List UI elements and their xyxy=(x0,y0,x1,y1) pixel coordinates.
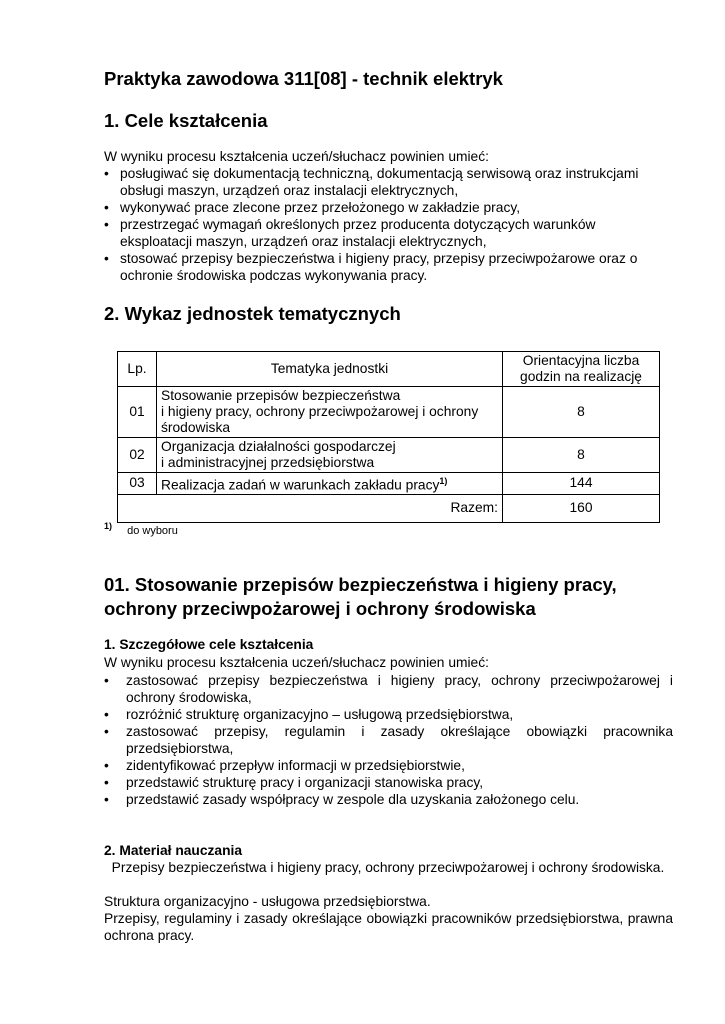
row-topic-line: Organizacja działalności gospodarczej xyxy=(161,439,396,454)
row-lp: 01 xyxy=(118,387,157,438)
unit-goals-heading: 1. Szczegółowe cele kształcenia xyxy=(104,637,314,652)
total-label: Razem: xyxy=(118,494,503,522)
footnote-reference: 1) xyxy=(439,476,448,486)
row-hours: 8 xyxy=(503,387,660,438)
list-item: • zidentyfikować przepływ informacji w przedsiębiorstwie, xyxy=(104,757,673,774)
row-topic-line: i higieny pracy, ochrony przeciwpożarowej i ochrony xyxy=(161,404,479,419)
total-value: 160 xyxy=(503,494,660,522)
list-item: • wykonywać prace zlecone przez przełożonego w zakładzie pracy, xyxy=(104,199,664,216)
unit-goals-list xyxy=(104,672,673,808)
table-total-row xyxy=(118,494,660,522)
table-row xyxy=(118,438,660,473)
list-item: • zastosować przepisy, regulamin i zasady określające obowiązki pracownika przedsiębiorstwa, xyxy=(104,723,673,757)
list-item: • stosować przepisy bezpieczeństwa i higieny pracy, przepisy przeciwpożarowe oraz o ochronie środowiska podczas wykonywania pracy. xyxy=(104,250,664,284)
table-header-row xyxy=(118,352,660,387)
row-topic-line: Stosowanie przepisów bezpieczeństwa xyxy=(161,388,401,403)
unit-material-heading: 2. Materiał nauczania xyxy=(104,843,243,858)
units-table xyxy=(117,351,660,523)
header-hours xyxy=(503,352,660,387)
list-item: • przestrzegać wymagań określonych przez producenta dotyczących warunków eksploatacji maszyn, urządzeń oraz instalacji elektrycznych, xyxy=(104,216,664,250)
table-footnote xyxy=(104,521,178,537)
row-hours: 8 xyxy=(503,438,660,473)
document-title: Praktyka zawodowa 311[08] - technik elektryk xyxy=(104,68,503,89)
list-item: • przedstawić zasady współpracy w zespole dla uzyskania założonego celu. xyxy=(104,791,673,808)
list-item: • zastosować przepisy bezpieczeństwa i higieny pracy, ochrony przeciwpożarowej i ochrony środowiska, xyxy=(104,672,673,706)
material-paragraph: Przepisy, regulaminy i zasady określające obowiązki pracowników przedsiębiorstwa, prawna ochrona pracy. xyxy=(104,911,673,943)
row-lp: 02 xyxy=(118,438,157,473)
header-lp: Lp. xyxy=(118,352,157,387)
row-topic xyxy=(157,473,503,495)
table-row xyxy=(118,473,660,495)
material-paragraph: Przepisy bezpieczeństwa i higieny pracy, ochrony przeciwpożarowej i ochrony środowiska. xyxy=(104,860,665,875)
row-topic-line: środowiska xyxy=(161,420,231,435)
unit-heading-line: ochrony przeciwpożarowej i ochrony środowiska xyxy=(104,598,536,619)
row-lp: 03 xyxy=(118,473,157,495)
unit-goals-intro: W wyniku procesu kształcenia uczeń/słuchacz powinien umieć: xyxy=(104,655,489,670)
footnote-text: do wyboru xyxy=(127,524,178,537)
list-item: • rozróżnić strukturę organizacyjno – usługową przedsiębiorstwa, xyxy=(104,706,673,723)
list-item: • posługiwać się dokumentacją techniczną, dokumentacją serwisową oraz instrukcjami obsługi maszyn, urządzeń oraz instalacji elektrycznych, xyxy=(104,165,664,199)
material-paragraph: Struktura organizacyjno - usługowa przedsiębiorstwa. xyxy=(104,894,431,909)
header-hours-line2: godzin na realizację xyxy=(520,369,642,384)
unit-heading-line: 01. Stosowanie przepisów bezpieczeństwa i higieny pracy, xyxy=(104,574,617,595)
goals-intro: W wyniku procesu kształcenia uczeń/słuchacz powinien umieć: xyxy=(104,149,489,164)
footnote-mark: 1) xyxy=(104,521,113,531)
list-item: • przedstawić strukturę pracy i organizacji stanowiska pracy, xyxy=(104,774,673,791)
unit-heading xyxy=(104,573,617,621)
row-hours: 144 xyxy=(503,473,660,495)
row-topic xyxy=(157,387,503,438)
row-topic xyxy=(157,438,503,473)
goals-list xyxy=(104,165,664,284)
section-heading-units: 2. Wykaz jednostek tematycznych xyxy=(104,303,401,324)
row-topic-line: i administracyjnej przedsiębiorstwa xyxy=(161,455,375,470)
row-topic-line: Realizacja zadań w warunkach zakładu pracy xyxy=(161,477,440,493)
table-row xyxy=(118,387,660,438)
section-heading-goals: 1. Cele kształcenia xyxy=(104,110,268,131)
header-topic: Tematyka jednostki xyxy=(157,352,503,387)
header-hours-line1: Orientacyjna liczba xyxy=(522,353,640,368)
